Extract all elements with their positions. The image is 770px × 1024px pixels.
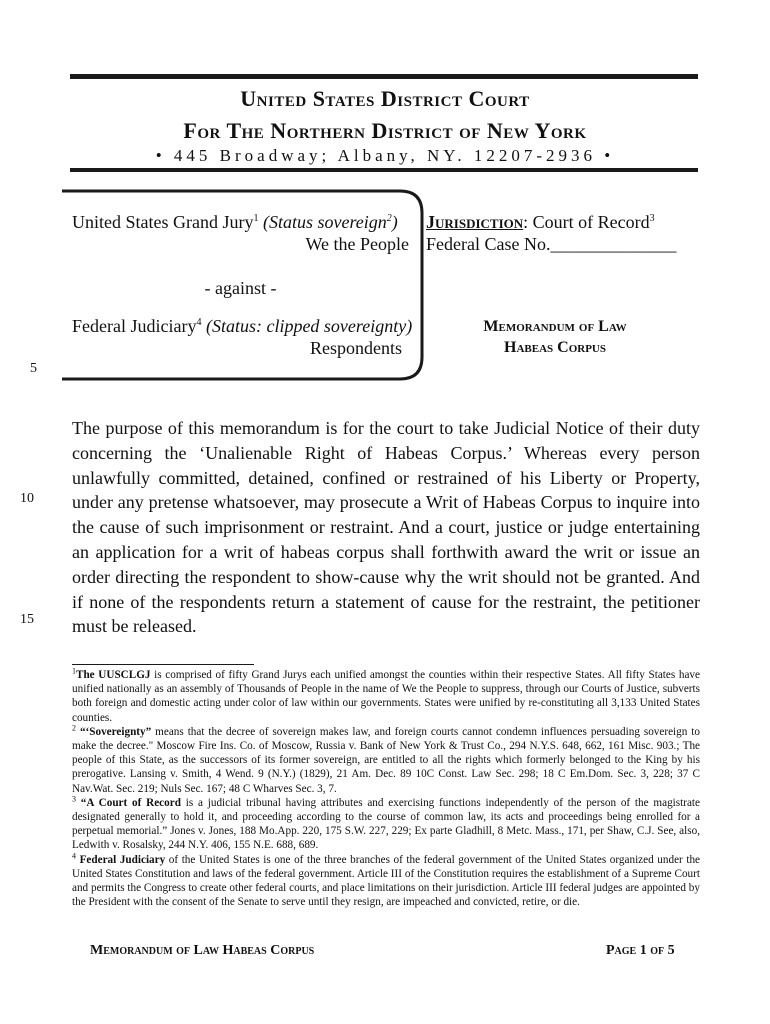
defendant-line [72, 316, 412, 337]
page-current: 1 [639, 943, 647, 958]
header-top-rule [70, 74, 698, 79]
footnote-term: The UUSCLGJ [76, 669, 151, 681]
header-bottom-rule [70, 168, 698, 172]
footnote-1 [72, 668, 700, 725]
memo-title-line2: Habeas Corpus [504, 339, 606, 356]
footnote-ref-4[interactable]: 4 [196, 317, 202, 328]
footnote-2 [72, 725, 700, 796]
footnote-ref-1[interactable]: 1 [253, 213, 259, 224]
case-number: Federal Case No.______________ [426, 234, 677, 254]
footer-title: Memorandum of Law Habeas Corpus [90, 943, 315, 958]
footnote-text: is comprised of fifty Grand Jurys each unified amongst the counties within their respective States. All fifty States have unified nationally as an assembly of Thousands of People in the name of We the People to suppress, through our Courts of Justice, subverts both foreign and domestic acting under color of law within our governments. States were unified by re-constituting all 3,133 United States counties. [72, 669, 700, 724]
defendant-status: (Status: clipped sovereignty) [205, 316, 413, 336]
footnote-num: 4 [72, 850, 76, 860]
defendant-role: Respondents [310, 338, 402, 358]
line-number-5: 5 [30, 361, 37, 376]
footnote-text: of the United States is one of the three branches of the federal government of the United States organized under the United States Constitution and laws of the federal government. Article III of the Constitution requires the establishment of a Supreme Court and permits the Congress to create other federal courts, and place limitations on their jurisdiction. Article III federal judges are appointed by the President with the consent of the Senate to serve until they resign, are impeached and convicted, retire, or die. [72, 853, 701, 909]
footnote-num: 2 [72, 723, 76, 733]
defendant-name: Federal Judiciary [72, 316, 197, 336]
footnote-term: Federal Judiciary [79, 853, 166, 866]
page-of: of [650, 943, 665, 958]
page-label: Page [606, 943, 637, 958]
footer-page-number [606, 943, 675, 959]
jurisdiction-line [426, 212, 655, 233]
footnote-ref-2[interactable]: 2 [386, 213, 392, 224]
line-number-10: 10 [20, 491, 34, 506]
footnote-separator [72, 664, 254, 665]
memo-title-line1: Memorandum of Law [483, 318, 627, 335]
footnote-num: 3 [72, 794, 76, 804]
footnote-term: “A Court of Record [80, 796, 181, 809]
plaintiff-line [72, 212, 398, 233]
footnote-term: “‘Sovereignty” [79, 725, 152, 738]
footnote-3 [72, 796, 700, 853]
footnote-4 [72, 850, 701, 910]
plaintiff-role: We the People [305, 234, 409, 254]
court-address: • 445 Broadway; Albany, NY. 12207-2936 • [155, 146, 615, 165]
court-title-line1: United States District Court [240, 86, 530, 111]
footnote-text: means that the decree of sovereign makes law, and foreign courts cannot condemn influences persuading sovereign to make the decree." Moscow Fire Ins. Co. of Moscow, Russia v. Bank of New York & Trust Co., 294 N.Y.S. 648, 662, 161 Misc. 903.; The people of this State, as the successors of its former sovereign, are entitled to all the rights which formerly belonged to the King by his prerogative. Lansing v. Smith, 4 Wend. 9 (N.Y.) (1829), 21 Am. Dec. 89 10C Const. Law Sec. 298; 18 C Em.Dom. Sec. 3, 228; 37 C Nav.Wat. Sec. 219; Nuls Sec. 167; 48 C Wharves Sec. 3, 7. [72, 725, 700, 795]
plaintiff-status-close: ) [391, 212, 398, 232]
page-total: 5 [667, 943, 675, 958]
plaintiff-status: (Status sovereign [262, 212, 387, 232]
jurisdiction-value: : Court of Record [523, 212, 650, 232]
memorandum-body: The purpose of this memorandum is for the court to take Judicial Notice of their duty concerning the ‘Unalienable Right of Habeas Corpus.’ Whereas every person unlawfully committed, detained, confined or restrained of his Liberty or Property, under any pretense whatsoever, may prosecute a Writ of Habeas Corpus to inquire into the cause of such imprisonment or restraint. And a court, justice or judge entertaining an application for a writ of habeas corpus shall forthwith award the writ or issue an order directing the respondent to show-cause why the writ should not be granted. And if none of the respondents return a statement of cause for the restraint, the petitioner must be released. [72, 418, 700, 637]
footnote-num: 1 [72, 666, 76, 676]
footnotes [72, 668, 700, 909]
footnote-text: is a judicial tribunal having attributes and exercising functions independently of the person of the magistrate designated generally to hold it, and proceeding according to the course of common law, its acts and proceedings being enrolled for a perpetual memorial.” Jones v. Jones, 188 Mo.App. 220, 175 S.W. 227, 229; Ex parte Gladhill, 8 Metc. Mass., 171, per Shaw, C.J. See, also, Ledwith v. Rosalsky, 244 N.Y. 406, 155 N.E. 688, 689. [72, 796, 700, 852]
line-number-15: 15 [20, 612, 34, 627]
jurisdiction-label: Jurisdiction [426, 212, 524, 232]
court-title-line2: For The Northern District of New York [183, 118, 587, 143]
footnote-ref-3[interactable]: 3 [649, 213, 655, 224]
plaintiff-name: United States Grand Jury [72, 212, 254, 232]
against-label: - against - [204, 278, 277, 298]
